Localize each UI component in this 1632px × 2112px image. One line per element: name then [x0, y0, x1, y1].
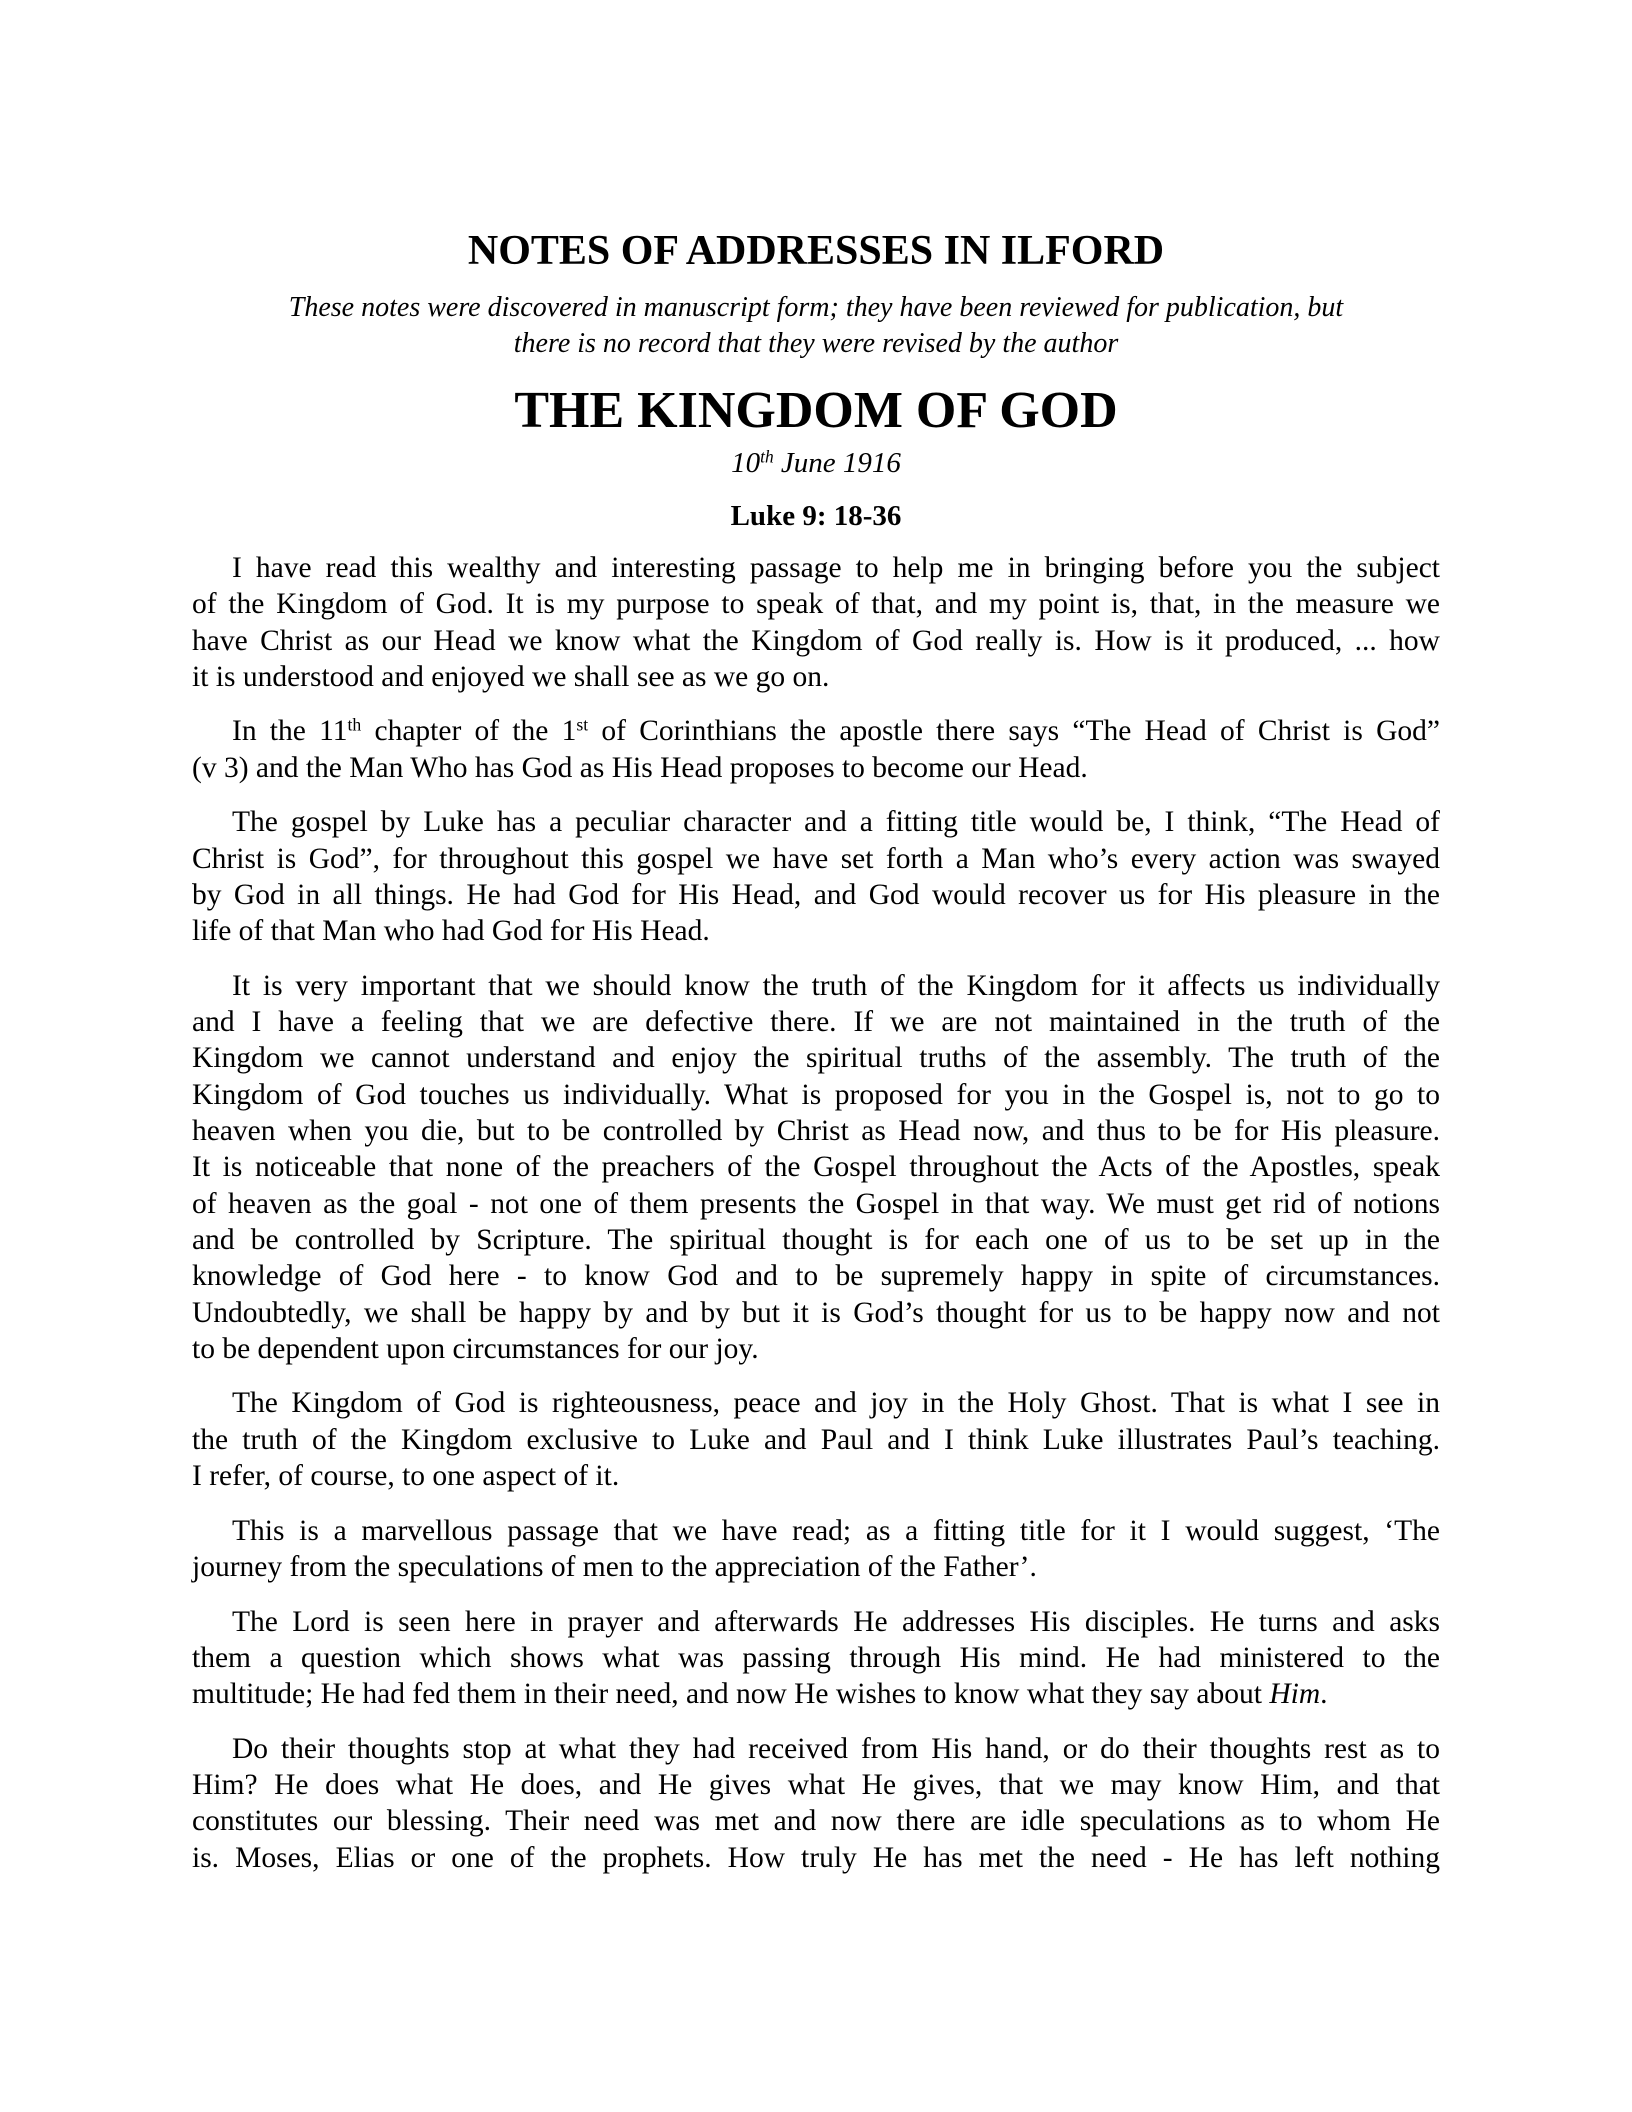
editorial-note-line: there is no record that they were revised by the author	[513, 328, 1119, 359]
text-line	[192, 1767, 1440, 1803]
text-segment: of heaven as the goal - not one of them presents the Gospel in that way. We must get rid of notions	[192, 1187, 1440, 1220]
text-line	[192, 1077, 1440, 1113]
text-line	[192, 1513, 1440, 1549]
text-segment: In the 11	[232, 715, 348, 748]
text-line	[192, 623, 1440, 659]
text-line	[192, 1676, 1440, 1712]
text-line	[192, 586, 1440, 622]
document-body	[192, 550, 1440, 1894]
text-segment: to be dependent upon circumstances for our joy.	[192, 1332, 759, 1365]
text-segment: journey from the speculations of men to the appreciation of the Father’.	[192, 1550, 1037, 1583]
text-line	[192, 1458, 1440, 1494]
text-segment: (v 3) and the Man Who has God as His Head proposes to become our Head.	[192, 751, 1088, 784]
text-segment: I have read this wealthy and interesting passage to help me in bringing before you the subject	[232, 552, 1440, 584]
text-segment: and I have a feeling that we are defective there. If we are not maintained in the truth of the	[192, 1006, 1440, 1039]
text-line	[192, 750, 1440, 786]
text-segment: It is noticeable that none of the preachers of the Gospel throughout the Acts of the Apostles, speak	[192, 1151, 1440, 1184]
superscript: th	[347, 714, 362, 735]
text-segment: it is understood and enjoyed we shall see as we go on.	[192, 660, 830, 693]
text-line	[192, 713, 1440, 749]
text-segment: heaven when you die, but to be controlled by Christ as Head now, and thus to be for His pleasure.	[192, 1115, 1440, 1148]
text-line	[192, 1840, 1440, 1876]
paragraph	[192, 968, 1440, 1367]
text-line	[192, 1731, 1440, 1767]
document-title: NOTES OF ADDRESSES IN ILFORD	[467, 228, 1165, 274]
text-segment: have Christ as our Head we know what the Kingdom of God really is. How is it produced, ... how	[192, 624, 1440, 657]
text-line	[192, 1803, 1440, 1839]
superscript: st	[576, 714, 589, 735]
text-segment: Christ is God”, for throughout this gospel we have set forth a Man who’s every action was swayed	[192, 842, 1440, 875]
text-segment: Kingdom of God touches us individually. What is proposed for you in the Gospel is, not to go to	[192, 1078, 1440, 1111]
paragraph	[192, 804, 1440, 949]
address-heading: THE KINGDOM OF GOD	[514, 382, 1118, 439]
text-line	[192, 1186, 1440, 1222]
text-segment: This is a marvellous passage that we have read; as a fitting title for it I would suggest, ‘The	[232, 1514, 1440, 1547]
editorial-note	[0, 290, 1632, 362]
paragraph	[192, 550, 1440, 695]
text-segment: Do their thoughts stop at what they had received from His hand, or do their thoughts rest as to	[232, 1732, 1440, 1765]
text-segment: the truth of the Kingdom exclusive to Luke and Paul and I think Luke illustrates Paul’s teaching.	[192, 1423, 1440, 1456]
text-line	[192, 1331, 1440, 1367]
text-segment: knowledge of God here - to know God and to be supremely happy in spite of circumstances.	[192, 1260, 1440, 1293]
text-line	[192, 968, 1440, 1004]
paragraph	[192, 713, 1440, 786]
text-segment: them a question which shows what was passing through His mind. He had ministered to the	[192, 1641, 1440, 1674]
text-line	[192, 804, 1440, 840]
text-segment: Undoubtedly, we shall be happy by and by but it is God’s thought for us to be happy now and not	[192, 1296, 1440, 1329]
text-line	[192, 1640, 1440, 1676]
text-segment: The Lord is seen here in prayer and afterwards He addresses His disciples. He turns and asks	[232, 1605, 1440, 1638]
text-segment: chapter of the 1	[361, 715, 577, 748]
text-segment: of Corinthians the apostle there says “The Head of Christ is God”	[588, 715, 1440, 748]
text-segment: and be controlled by Scripture. The spiritual thought is for each one of us to be set up in the	[192, 1223, 1440, 1256]
text-line	[192, 1113, 1440, 1149]
paragraph	[192, 1385, 1440, 1494]
scripture-reference: Luke 9: 18-36	[730, 500, 902, 532]
text-line	[192, 1040, 1440, 1076]
text-line	[192, 1549, 1440, 1585]
text-segment: multitude; He had fed them in their need, and now He wishes to know what they say about	[192, 1678, 1270, 1711]
text-segment: The gospel by Luke has a peculiar character and a fitting title would be, I think, “The Head of	[232, 806, 1440, 839]
address-date	[0, 445, 1632, 481]
paragraph	[192, 1513, 1440, 1586]
text-segment: It is very important that we should know the truth of the Kingdom for it affects us individually	[232, 969, 1440, 1002]
text-segment: life of that Man who had God for His Head.	[192, 915, 710, 948]
text-segment: I refer, of course, to one aspect of it.	[192, 1460, 620, 1493]
text-line	[192, 1258, 1440, 1294]
text-segment: Him? He does what He does, and He gives what He gives, that we may know Him, and that	[192, 1768, 1440, 1801]
text-line	[192, 1385, 1440, 1421]
text-line	[192, 841, 1440, 877]
text-line	[192, 877, 1440, 913]
date-day-suffix: th	[760, 446, 774, 467]
text-segment: is. Moses, Elias or one of the prophets. How truly He has met the need - He has left nothing	[192, 1841, 1440, 1874]
text-segment: constitutes our blessing. Their need was met and now there are idle speculations as to whom He	[192, 1805, 1440, 1838]
paragraph	[192, 1731, 1440, 1876]
editorial-note-line: These notes were discovered in manuscript form; they have been reviewed for publication, but	[288, 292, 1344, 323]
text-segment: Kingdom we cannot understand and enjoy the spiritual truths of the assembly. The truth of the	[192, 1042, 1440, 1075]
text-line	[192, 1222, 1440, 1258]
text-line	[192, 550, 1440, 586]
text-line	[192, 1004, 1440, 1040]
text-segment: .	[1320, 1678, 1328, 1711]
text-line	[192, 1295, 1440, 1331]
text-segment: by God in all things. He had God for His Head, and God would recover us for His pleasure in the	[192, 878, 1440, 911]
text-line	[192, 1149, 1440, 1185]
text-line	[192, 1422, 1440, 1458]
text-line	[192, 913, 1440, 949]
text-line	[192, 1604, 1440, 1640]
date-day: 10	[731, 447, 761, 479]
paragraph	[192, 1604, 1440, 1713]
date-rest: June 1916	[773, 447, 901, 479]
text-segment: of the Kingdom of God. It is my purpose to speak of that, and my point is, that, in the measure we	[192, 588, 1440, 621]
text-segment: The Kingdom of God is righteousness, peace and joy in the Holy Ghost. That is what I see in	[232, 1387, 1440, 1420]
italic-text: Him	[1269, 1678, 1321, 1711]
text-line	[192, 659, 1440, 695]
